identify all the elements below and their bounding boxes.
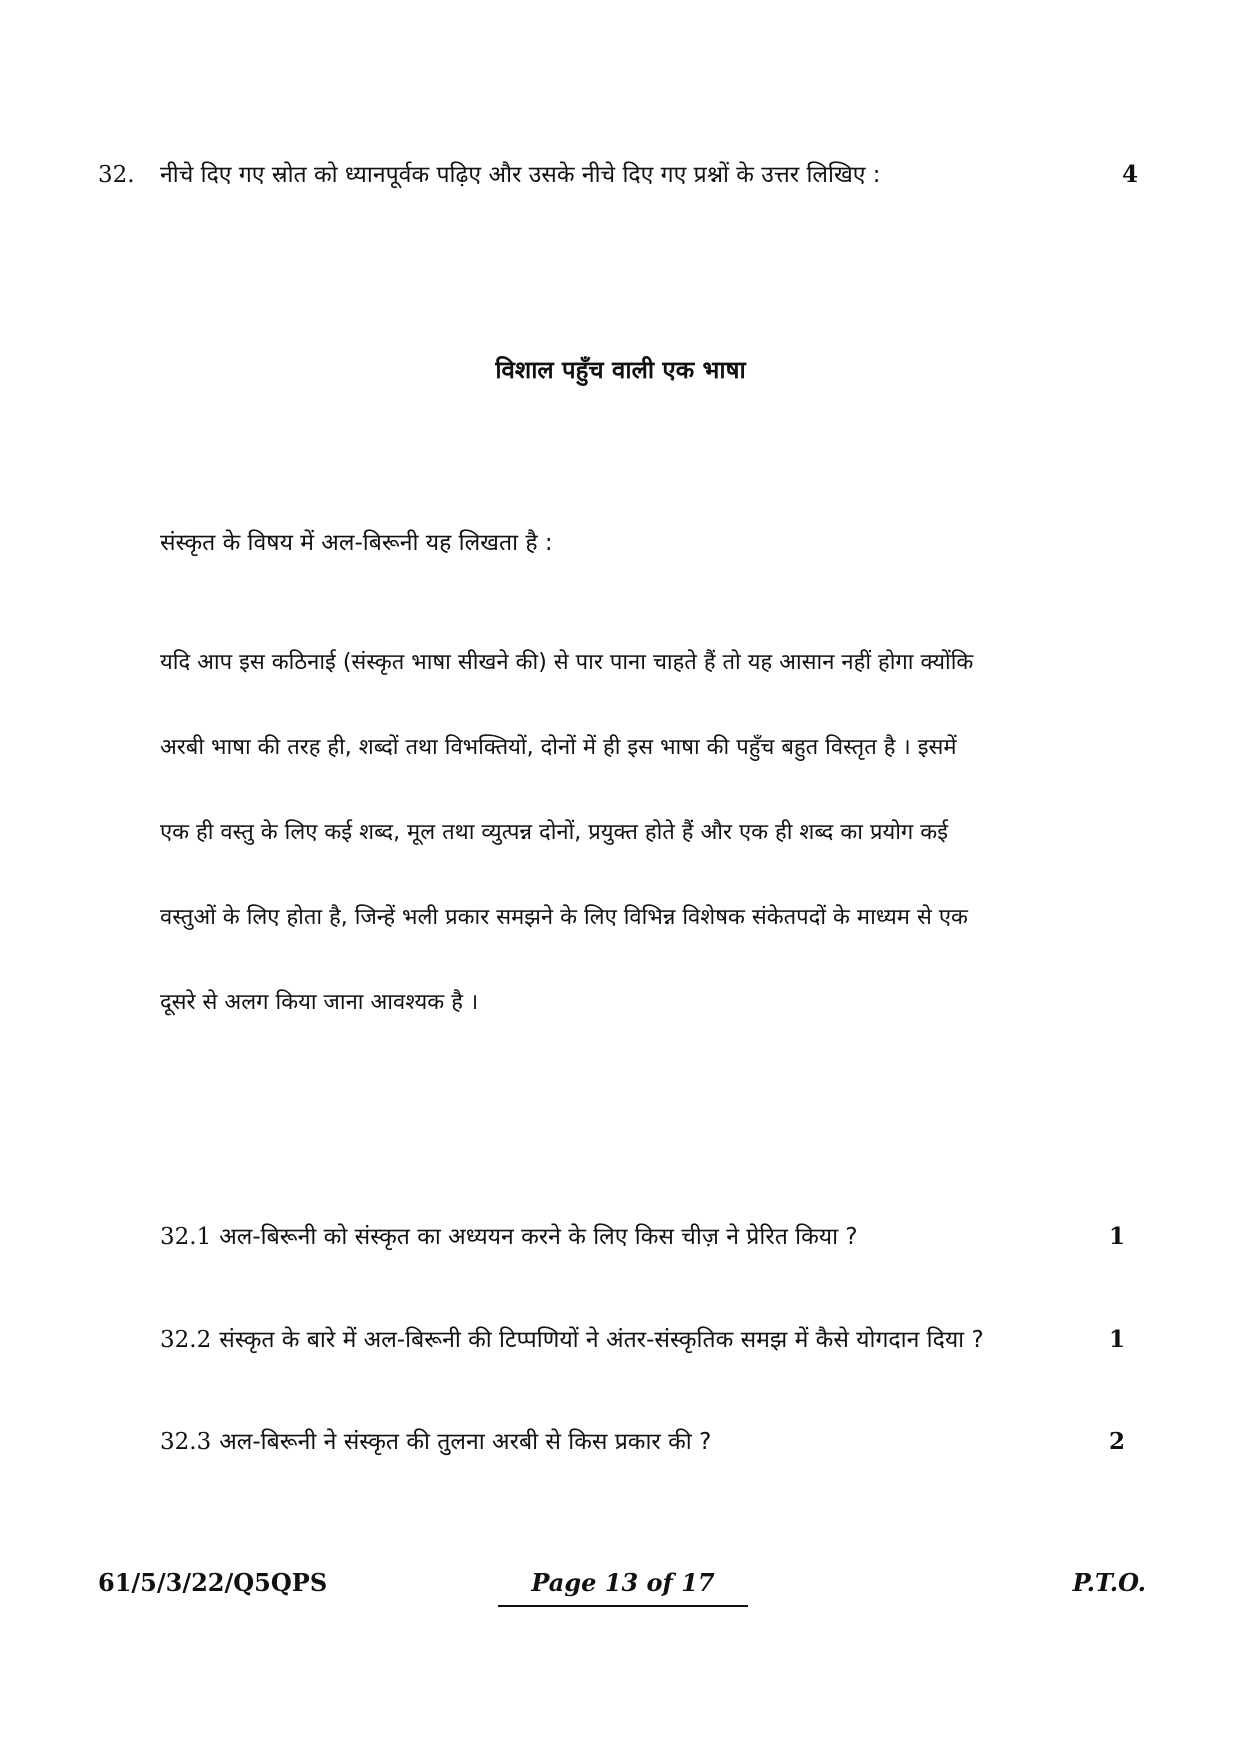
page-number: Page 13 of 17: [498, 1568, 748, 1607]
subquestion-32-3: [160, 1427, 1125, 1457]
source-line: वस्तुओं के लिए होता है, जिन्हें भली प्रकार समझने के लिए विभिन्न विशेषक संकेतपदों के माध्यम से एक: [160, 905, 968, 930]
question-marks: 4: [1121, 161, 1138, 188]
subquestion-number: 32.2: [160, 1327, 212, 1353]
source-intro: संस्कृत के विषय में अल-बिरूनी यह लिखता है :: [160, 530, 553, 556]
page-footer: [0, 1568, 1241, 1608]
subquestion-marks: 1: [1108, 1326, 1125, 1353]
subquestion-text: अल-बिरूनी ने संस्कृत की तुलना अरबी से किस प्रकार की ?: [219, 1429, 712, 1455]
subquestion-32-2: [160, 1325, 1125, 1355]
source-line: अरबी भाषा की तरह ही, शब्दों तथा विभक्तियों, दोनों में ही इस भाषा की पहुँच बहुत विस्तृत है । इसमें: [160, 735, 957, 760]
subquestion-number: 32.1: [160, 1224, 212, 1250]
pto-label: P.T.O.: [1072, 1568, 1146, 1597]
paper-code: 61/5/3/22/Q5QPS: [98, 1568, 328, 1597]
source-line: दूसरे से अलग किया जाना आवश्यक है ।: [160, 990, 479, 1015]
question-instruction: नीचे दिए गए स्रोत को ध्यानपूर्वक पढ़िए और उसके नीचे दिए गए प्रश्नों के उत्तर लिखिए :: [160, 162, 881, 188]
subquestion-marks: 1: [1108, 1223, 1125, 1250]
subquestion-text: संस्कृत के बारे में अल-बिरूनी की टिप्पणियों ने अंतर-संस्कृतिक समझ में कैसे योगदान दिया ?: [219, 1327, 984, 1353]
source-line: एक ही वस्तु के लिए कई शब्द, मूल तथा व्युत्पन्न दोनों, प्रयुक्त होते हैं और एक ही शब्द का प्रयोग कई: [160, 820, 949, 845]
subquestion-number: 32.3: [160, 1429, 212, 1455]
source-line: यदि आप इस कठिनाई (संस्कृत भाषा सीखने की) से पार पाना चाहते हैं तो यह आसान नहीं होगा क्योंकि: [160, 650, 974, 675]
subquestion-text: अल-बिरूनी को संस्कृत का अध्ययन करने के लिए किस चीज़ ने प्रेरित किया ?: [219, 1224, 858, 1250]
source-title: विशाल पहुँच वाली एक भाषा: [495, 356, 746, 384]
source-passage: [160, 620, 1090, 1045]
subquestion-32-1: [160, 1222, 1125, 1252]
question-number: 32.: [98, 162, 135, 188]
subquestion-marks: 2: [1108, 1428, 1125, 1455]
